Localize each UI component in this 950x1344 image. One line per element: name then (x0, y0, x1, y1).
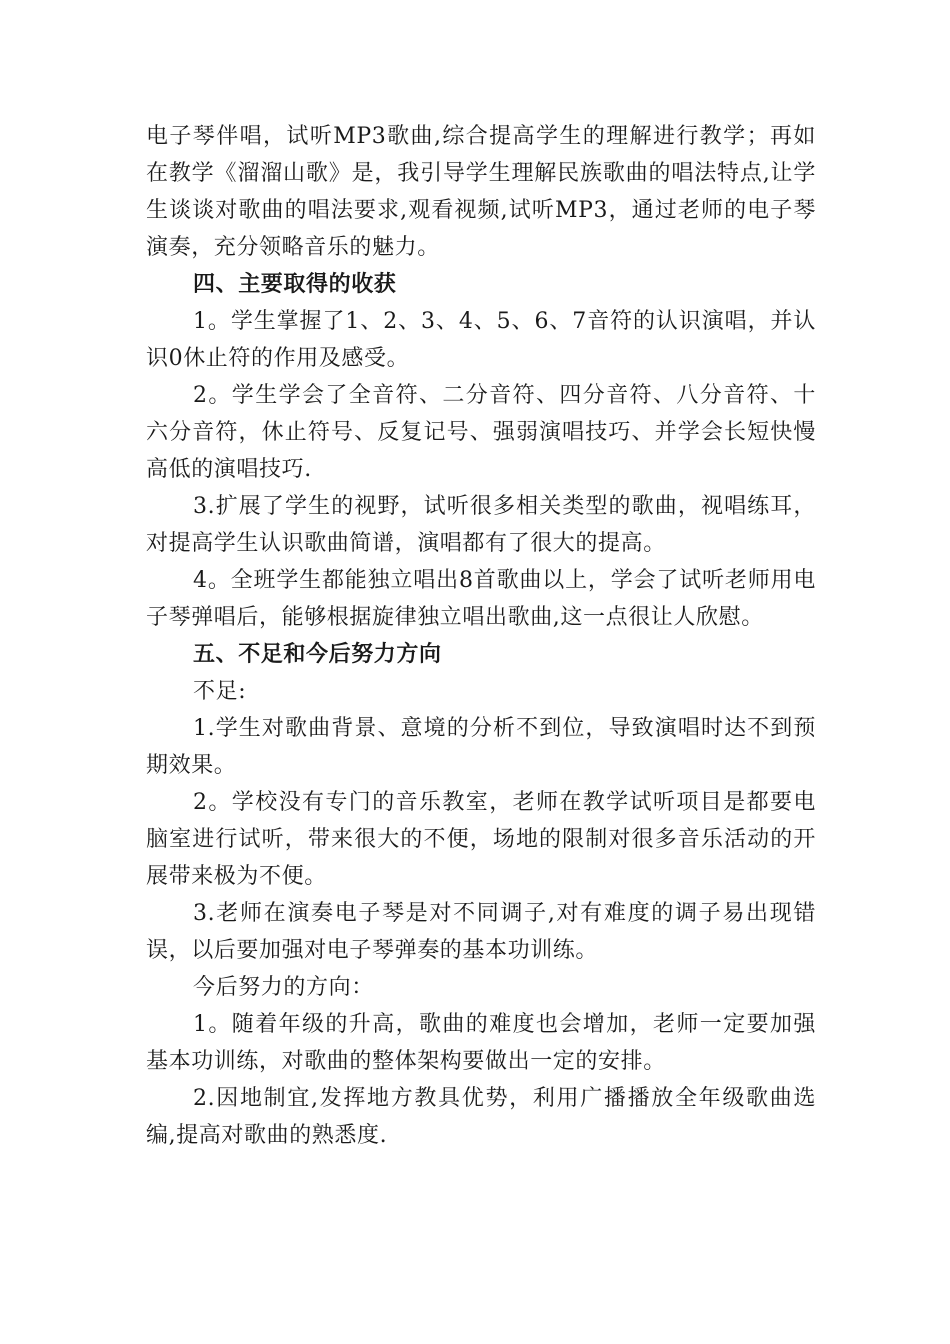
paragraph-shortcoming-3: 3.老师在演奏电子琴是对不同调子,对有难度的调子易出现错误，以后要加强对电子琴弹奏的基本功训练。 (146, 901, 816, 963)
subheading-future-direction: 今后努力的方向： (193, 975, 374, 1000)
paragraph-direction-2: 2.因地制宜,发挥地方教具优势，利用广播播放全年级歌曲选编,提高对歌曲的熟悉度. (146, 1086, 816, 1148)
paragraph-gain-1: 1。学生掌握了1、2、3、4、5、6、7音符的认识演唱，并认识0休止符的作用及感受。 (146, 309, 816, 371)
paragraph-shortcoming-1: 1.学生对歌曲背景、意境的分析不到位，导致演唱时达不到预期效果。 (146, 716, 816, 778)
document-body (146, 118, 816, 1154)
paragraph-gain-4: 4。全班学生都能独立唱出8首歌曲以上，学会了试听老师用电子琴弹唱后，能够根据旋律独立唱出歌曲,这一点很让人欣慰。 (146, 568, 816, 630)
paragraph-shortcoming-2: 2。学校没有专门的音乐教室，老师在教学试听项目是都要电脑室进行试听，带来很大的不便，场地的限制对很多音乐活动的开展带来极为不便。 (146, 790, 816, 889)
paragraph-gain-2: 2。学生学会了全音符、二分音符、四分音符、八分音符、十六分音符，休止符号、反复记号、强弱演唱技巧、并学会长短快慢高低的演唱技巧. (146, 383, 816, 482)
subheading-shortcomings: 不足: (193, 679, 247, 704)
paragraph-direction-1: 1。随着年级的升高，歌曲的难度也会增加，老师一定要加强基本功训练，对歌曲的整体架构要做出一定的安排。 (146, 1012, 816, 1074)
section-heading-gains: 四、主要取得的收获 (193, 271, 397, 297)
paragraph-continuation: 电子琴伴唱，试听MP3歌曲,综合提高学生的理解进行教学；再如在教学《溜溜山歌》是，我引导学生理解民族歌曲的唱法特点,让学生谈谈对歌曲的唱法要求,观看视频,试听MP3，通过老师的电子琴演奏，充分领略音乐的魅力。 (146, 124, 816, 260)
paragraph-gain-3: 3.扩展了学生的视野，试听很多相关类型的歌曲，视唱练耳，对提高学生认识歌曲简谱，演唱都有了很大的提高。 (146, 494, 816, 556)
section-heading-shortcomings: 五、不足和今后努力方向 (193, 641, 442, 667)
